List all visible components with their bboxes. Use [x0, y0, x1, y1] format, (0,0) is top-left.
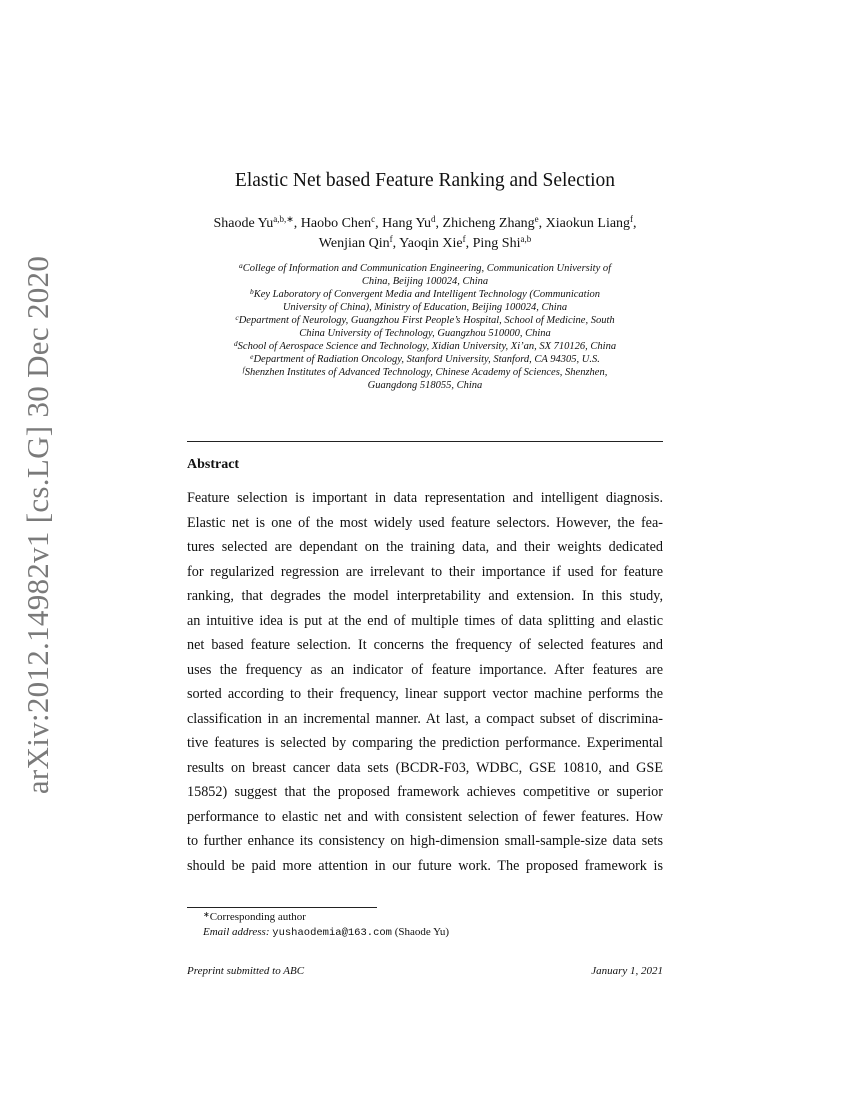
abstract-line: to further enhance its consistency on high-dimension small-sample-size data sets	[187, 833, 663, 849]
affiliation	[150, 353, 700, 366]
affiliation-text: University of China), Ministry of Education, Beijing 100024, China	[282, 302, 568, 313]
author-name: Haobo Chen	[300, 216, 372, 231]
affiliation	[150, 314, 700, 340]
author-affiliation-mark: c	[371, 214, 376, 224]
author-affiliation-mark: f	[630, 214, 634, 224]
author-line-1	[150, 214, 700, 234]
affiliation-line	[150, 314, 700, 327]
arxiv-identifier-stamp	[14, 255, 62, 795]
abstract-line: should be paid more attention in our future work. The proposed framework is	[187, 857, 663, 874]
affiliation-line	[150, 301, 700, 314]
author-affiliation-mark: f	[389, 234, 393, 244]
author-affiliation-mark: e	[534, 214, 539, 224]
footnote-rule	[187, 907, 377, 908]
affiliation-text: Guangdong 518055, China	[367, 380, 483, 391]
abstract-line: tures selected are dependant on the training data, and their weights dedicated	[187, 539, 663, 555]
affiliation-line	[150, 340, 700, 353]
email-owner: (Shaode Yu)	[394, 926, 450, 938]
abstract-top-rule	[187, 441, 663, 442]
abstract-body	[187, 486, 663, 878]
affiliation	[150, 262, 700, 288]
author-name: Wenjian Qin	[318, 236, 390, 251]
affiliation-mark: f	[242, 365, 245, 374]
affiliation-line	[150, 327, 700, 340]
footnote-mark: ∗	[203, 910, 210, 919]
footnote-corresponding	[203, 910, 449, 925]
author-list	[150, 214, 700, 254]
abstract-line: sorted according to their frequency, linear support vector machine performs the	[187, 686, 663, 702]
preprint-date: January 1, 2021	[591, 965, 663, 977]
abstract-line: tive features is selected by comparing the prediction performance. Experimental	[187, 735, 663, 751]
affiliation-line	[150, 288, 700, 301]
affiliation-text: Shenzhen Institutes of Advanced Technology, Chinese Academy of Sciences, Shenzhen,	[244, 367, 608, 378]
author-separator: ,	[392, 236, 400, 251]
author-affiliation-mark: a,b	[520, 234, 532, 244]
author-name: Yaoqin Xie	[399, 236, 463, 251]
affiliation-text: Department of Radiation Oncology, Stanford University, Stanford, CA 94305, U.S.	[253, 354, 600, 365]
affiliation-line	[150, 275, 700, 288]
abstract-line: results on breast cancer data sets (BCDR-F03, WDBC, GSE 10810, and GSE	[187, 759, 663, 776]
author-name: Shaode Yu	[213, 216, 274, 231]
abstract-line: an intuitive idea is put at the end of multiple times of data splitting and elastic	[187, 612, 663, 629]
corresponding-author-label: Corresponding author	[209, 911, 306, 923]
preprint-note: Preprint submitted to ABC	[187, 965, 305, 977]
abstract-line: classification in an incremental manner. At last, a compact subset of discrimina-	[187, 710, 663, 727]
author-separator: ,	[375, 216, 383, 231]
affiliation-text: Department of Neurology, Guangzhou First People’s Hospital, School of Medicine, South	[238, 315, 615, 326]
arxiv-id-text: arXiv:2012.14982v1 [cs.LG] 30 Dec 2020	[20, 255, 56, 795]
affiliation-line	[150, 262, 700, 275]
author-separator: ,	[435, 216, 443, 231]
author-name: Zhicheng Zhang	[442, 216, 535, 231]
author-separator: ,	[633, 216, 637, 231]
author-affiliation-mark: d	[431, 214, 436, 224]
author-name: Ping Shi	[472, 236, 521, 251]
author-separator: ,	[465, 236, 473, 251]
author-separator: ,	[293, 216, 301, 231]
affiliation-line	[150, 379, 700, 392]
abstract-line: uses the frequency as an indicator of feature importance. After features are	[187, 661, 663, 678]
affiliation	[150, 288, 700, 314]
abstract-line: net based feature selection. It concerns the frequency of selected features and	[187, 637, 663, 653]
affiliation-text: Key Laboratory of Convergent Media and Intelligent Technology (Communication	[253, 289, 600, 300]
paper-title: Elastic Net based Feature Ranking and Selection	[234, 170, 616, 191]
author-name: Xiaokun Liang	[545, 216, 631, 231]
abstract-heading: Abstract	[187, 457, 240, 472]
affiliation-text: School of Aerospace Science and Technology, Xidian University, Xi’an, SX 710126, China	[237, 341, 617, 352]
affiliation-mark: d	[233, 339, 238, 348]
email-address: yushaodemia@163.com	[272, 927, 392, 939]
affiliation-text: China University of Technology, Guangzhou 510000, China	[299, 328, 551, 339]
affiliation	[150, 366, 700, 392]
affiliation-mark: e	[250, 352, 254, 361]
abstract-line: 15852) suggest that the proposed framework achieves competitive or superior	[187, 784, 663, 800]
affiliation-text: China, Beijing 100024, China	[361, 276, 489, 287]
abstract-line: Feature selection is important in data representation and intelligent diagnosis.	[187, 490, 663, 506]
author-name: Hang Yu	[382, 216, 432, 231]
affiliation-mark: c	[235, 313, 239, 322]
affiliation-list	[150, 262, 700, 392]
author-line-2	[150, 234, 700, 254]
author-separator: ,	[538, 216, 546, 231]
author-affiliation-mark: f	[462, 234, 466, 244]
abstract-line: ranking, that degrades the model interpretability and extension. In this study,	[187, 588, 663, 604]
affiliation-line	[150, 366, 700, 379]
author-affiliation-mark: a,b,∗	[273, 214, 294, 224]
abstract-line: performance to elastic net and with consistent selection of fewer features. How	[187, 808, 663, 825]
affiliation-text: College of Information and Communication Engineering, Communication University of	[242, 263, 612, 274]
email-label: Email address:	[203, 926, 270, 938]
affiliation	[150, 340, 700, 353]
affiliation-mark: a	[238, 261, 243, 270]
affiliation-line	[150, 353, 700, 366]
abstract-line: for regularized regression are irrelevant to their importance if used for feature	[187, 563, 663, 580]
abstract-line: Elastic net is one of the most widely used feature selectors. However, the fea-	[187, 514, 663, 531]
affiliation-mark: b	[249, 287, 254, 296]
footnote-email	[203, 925, 449, 941]
footnote	[203, 910, 449, 941]
